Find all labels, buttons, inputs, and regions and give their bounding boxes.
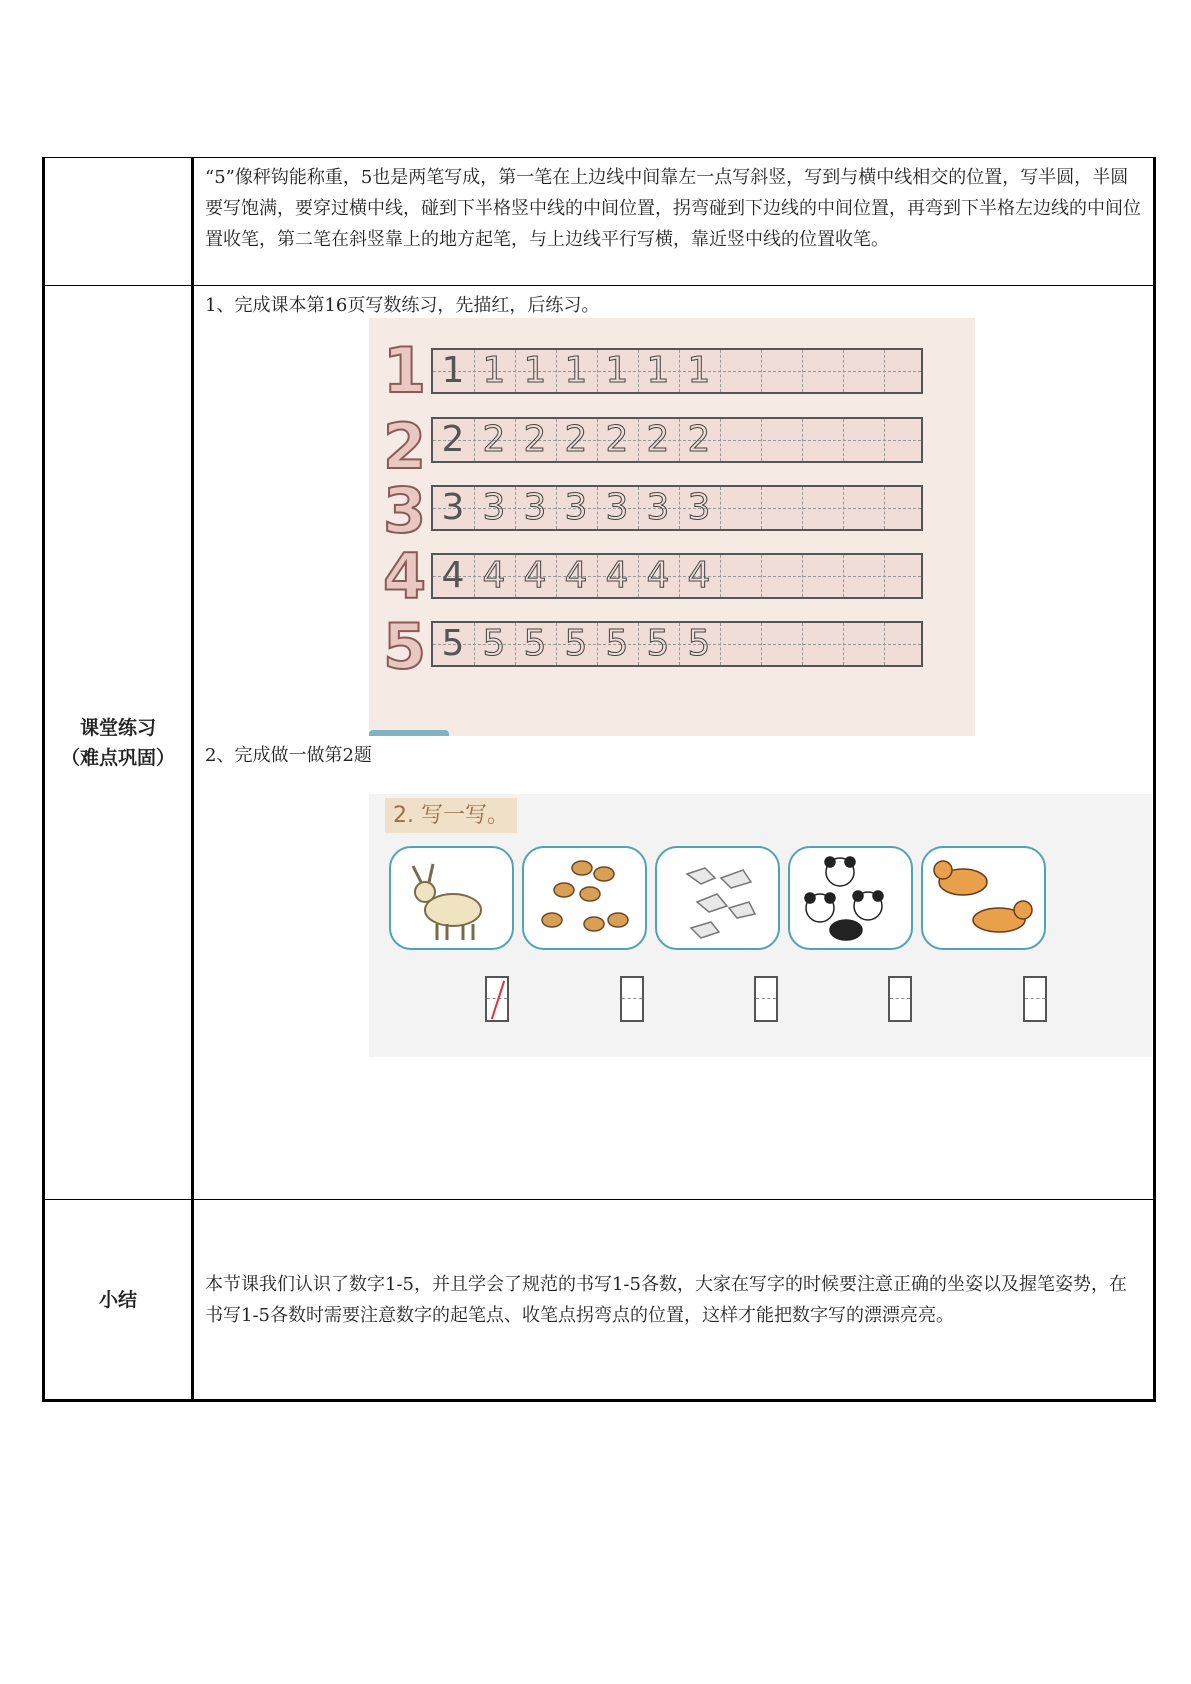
tracing-strip xyxy=(431,621,923,667)
tracing-strip xyxy=(431,553,923,599)
traced-digit: 4 xyxy=(605,555,629,596)
traced-digit: 5 xyxy=(482,623,506,664)
traced-digit: 1 xyxy=(605,350,629,391)
row-label-empty xyxy=(45,158,194,285)
tracing-strip xyxy=(431,417,923,463)
traced-digit: 1 xyxy=(646,350,670,391)
traced-digit: 4 xyxy=(482,555,506,596)
lesson-table xyxy=(42,157,1156,1402)
traced-digit: 5 xyxy=(646,623,670,664)
traced-digit: 4 xyxy=(646,555,670,596)
write-task-label: 2. 写一写。 xyxy=(385,798,517,833)
traced-digit: 2 xyxy=(646,419,670,460)
traced-digit: 4 xyxy=(441,555,465,596)
birds-picture-card xyxy=(655,846,780,950)
traced-digit: 2 xyxy=(605,419,629,460)
goat-icon xyxy=(391,848,512,948)
model-digit: 1 xyxy=(383,334,427,407)
answer-box xyxy=(1023,976,1047,1022)
traced-digit: 3 xyxy=(441,487,465,528)
table-row xyxy=(45,1199,1153,1399)
tracing-practice-sheet xyxy=(369,318,975,736)
traced-digit: 4 xyxy=(564,555,588,596)
goat-picture-card xyxy=(389,846,514,950)
practice-sublabel: （难点巩固） xyxy=(60,746,175,769)
write-numbers-sheet xyxy=(369,794,1152,1057)
tracing-strip xyxy=(431,348,923,394)
traced-digit: 3 xyxy=(523,487,547,528)
tracing-strip xyxy=(431,485,923,531)
traced-digit: 5 xyxy=(564,623,588,664)
tigers-picture-card xyxy=(921,846,1046,950)
practice-label: 课堂练习 xyxy=(79,716,156,739)
traced-digit: 5 xyxy=(441,623,465,664)
table-row xyxy=(45,285,1153,1199)
traced-digit: 5 xyxy=(523,623,547,664)
traced-digit: 3 xyxy=(646,487,670,528)
summary-paragraph: 本节课我们认识了数字1-5，并且学会了规范的书写1-5各数，大家在写字的时候要注意正确的坐姿以及握笔姿势，在书写1-5各数时需要注意数字的起笔点、收笔点拐弯点的位置，这样才能把数字写的漂漂亮亮。 xyxy=(205,1273,1127,1326)
model-digit: 4 xyxy=(383,540,427,613)
traced-digit: 2 xyxy=(441,419,465,460)
answer-box xyxy=(888,976,912,1022)
traced-digit: 3 xyxy=(687,487,711,528)
exercise-2-text: 2、完成做一做第2题 xyxy=(205,745,372,766)
traced-digit: 1 xyxy=(564,350,588,391)
answer-box xyxy=(754,976,778,1022)
sheet-decoration xyxy=(369,730,449,736)
traced-digit: 1 xyxy=(687,350,711,391)
practice-content xyxy=(194,286,1153,1199)
traced-digit: 2 xyxy=(564,419,588,460)
exercise-1-text: 1、完成课本第16页写数练习，先描红，后练习。 xyxy=(205,295,600,316)
tigers-icon xyxy=(923,848,1044,948)
answer-box xyxy=(620,976,644,1022)
traced-digit: 2 xyxy=(687,419,711,460)
traced-digit: 4 xyxy=(687,555,711,596)
table-row xyxy=(45,158,1153,285)
traced-digit: 3 xyxy=(482,487,506,528)
model-digit: 5 xyxy=(383,610,427,683)
model-digit: 2 xyxy=(383,410,427,483)
pandas-icon xyxy=(790,848,911,948)
row-label-summary: 小结 xyxy=(45,1200,194,1399)
traced-digit: 5 xyxy=(687,623,711,664)
traced-digit: 1 xyxy=(441,350,465,391)
traced-digit: 1 xyxy=(523,350,547,391)
traced-digit: 1 xyxy=(482,350,506,391)
row-label-practice xyxy=(45,286,194,1199)
answer-box xyxy=(485,976,509,1022)
traced-digit: 2 xyxy=(482,419,506,460)
summary-text xyxy=(194,1200,1153,1399)
traced-digit: 4 xyxy=(523,555,547,596)
writing-5-description: “5”像秤钩能称重，5也是两笔写成，第一笔在上边线中间靠左一点写斜竖，写到与横中线相交的位置，写半圆，半圆要写饱满，要穿过横中线，碰到下半格竖中线的中间位置，拐弯碰到下边线的中间位置，再弯到下半格左边线的中间位置收笔，第二笔在斜竖靠上的地方起笔，与上边线平行写横，靠近竖中线的位置收笔。 xyxy=(205,167,1141,250)
traced-digit: 2 xyxy=(523,419,547,460)
bees-icon xyxy=(524,848,645,948)
traced-digit: 3 xyxy=(564,487,588,528)
answer-stroke xyxy=(491,981,505,1020)
birds-icon xyxy=(657,848,778,948)
model-digit: 3 xyxy=(383,474,427,547)
traced-digit: 3 xyxy=(605,487,629,528)
traced-digit: 5 xyxy=(605,623,629,664)
bees-picture-card xyxy=(522,846,647,950)
pandas-picture-card xyxy=(788,846,913,950)
